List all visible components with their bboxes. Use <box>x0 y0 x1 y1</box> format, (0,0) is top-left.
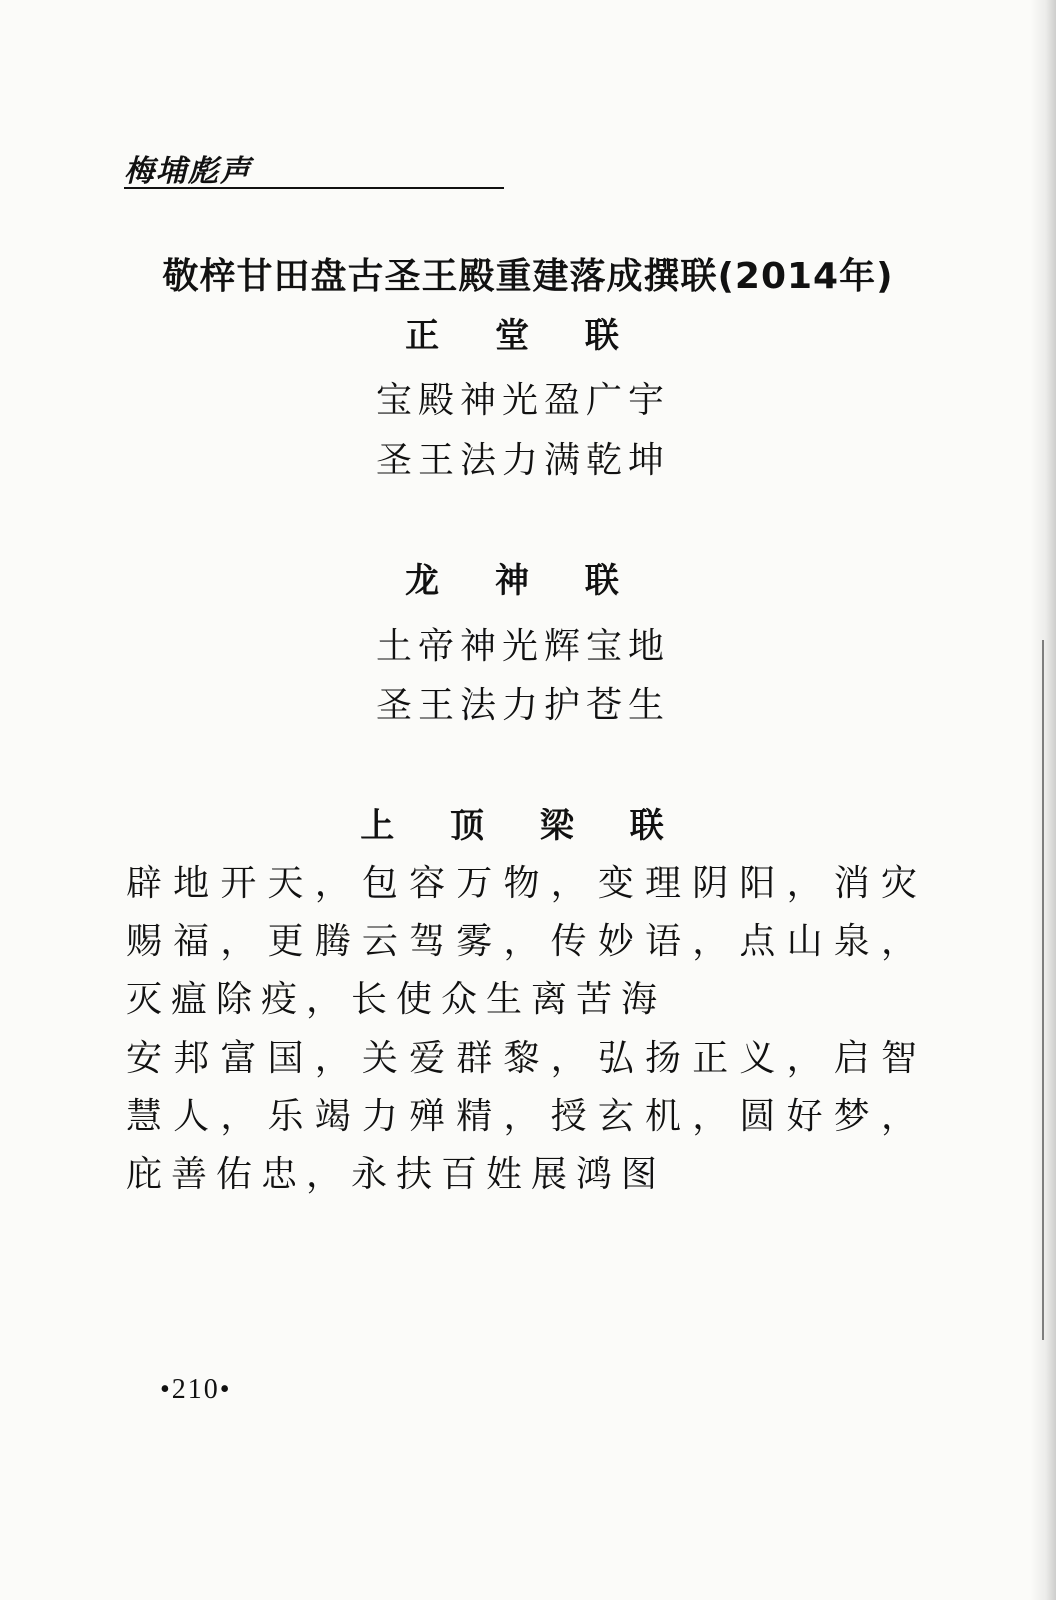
section-heading-longshen: 龙 神 联 <box>405 561 641 601</box>
page-title: 敬梓甘田盘古圣王殿重建落成撰联(2014年) <box>162 256 894 297</box>
couplet-line-4: 圣王法力护苍生 <box>375 685 670 726</box>
couplet-line-2: 圣王法力满乾坤 <box>375 440 670 481</box>
couplet-paragraph-upper: 辟地开天，包容万物，变理阴阳，消灾赐福，更腾云驾雾，传妙语，点山泉，灭瘟除疫，长使众生离苦海 <box>126 863 926 1020</box>
running-head-rule <box>124 187 504 189</box>
running-head: 梅埔彪声 <box>124 154 252 189</box>
section-heading-zhengtang: 正 堂 联 <box>405 316 641 356</box>
couplet-line-1: 宝殿神光盈广宇 <box>375 380 670 421</box>
couplet-paragraph-lower: 安邦富国，关爱群黎，弘扬正义，启智慧人，乐竭力殚精，授玄机，圆好梦，庇善佑忠，永扶百姓展鸿图 <box>126 1038 926 1195</box>
page-number: •210• <box>160 1374 232 1405</box>
couplet-line-3: 土帝神光辉宝地 <box>375 626 670 667</box>
section-heading-shangdingliang: 上 顶 梁 联 <box>360 806 686 846</box>
page-edge-line <box>1042 640 1044 1340</box>
